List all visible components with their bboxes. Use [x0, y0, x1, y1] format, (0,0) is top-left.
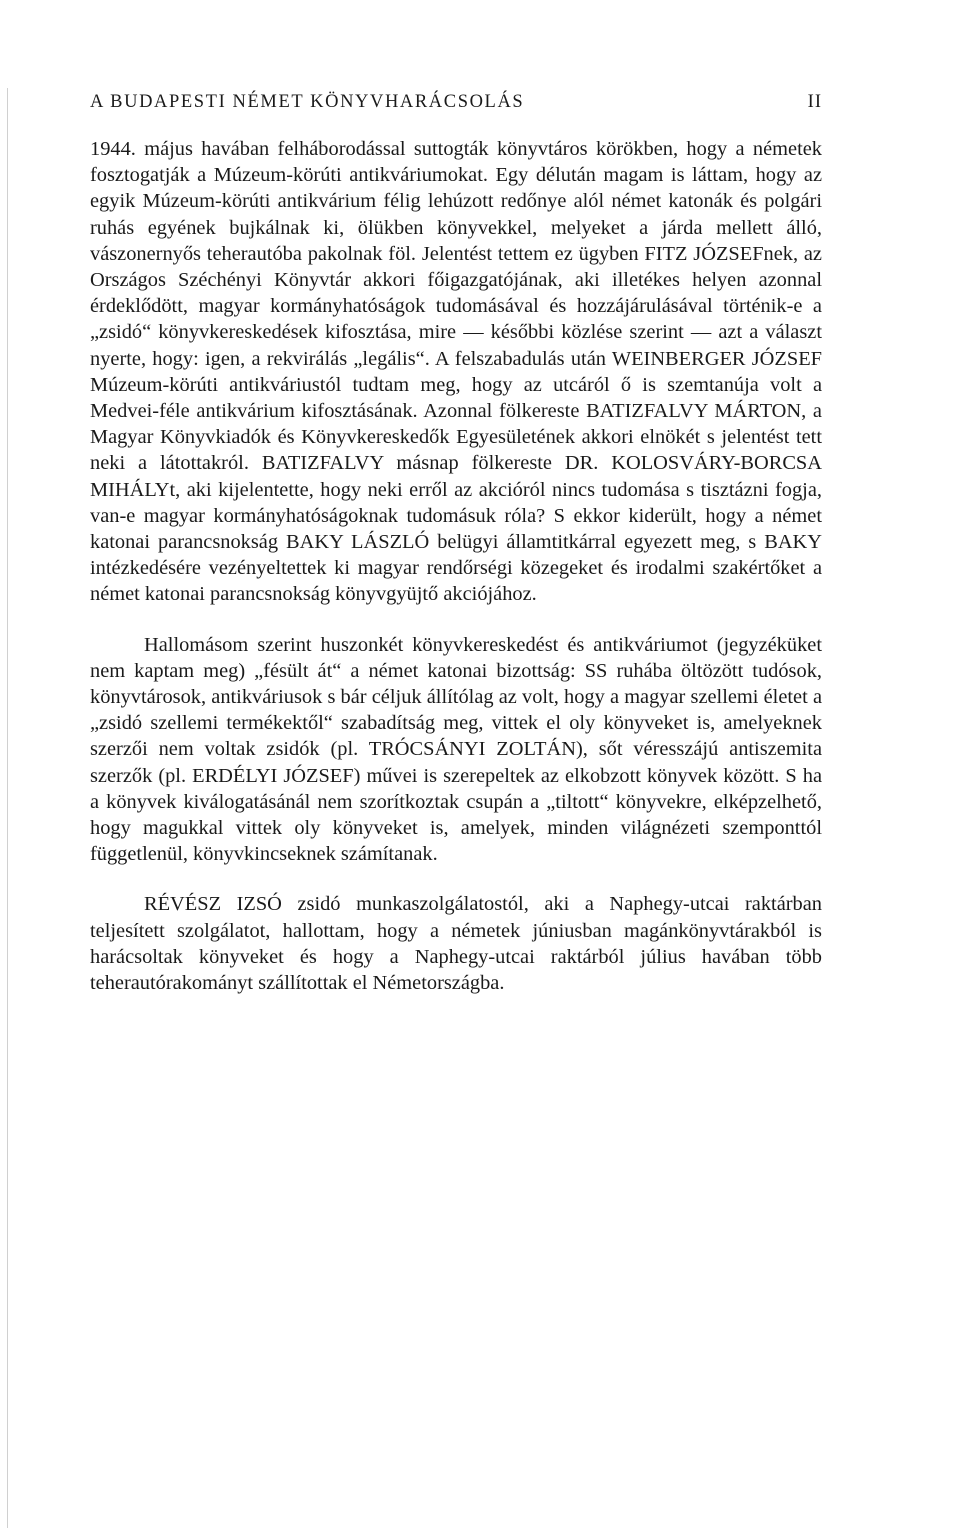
paragraph-gap	[90, 608, 822, 632]
scan-edge-line	[7, 88, 8, 1528]
book-page	[90, 92, 822, 996]
page-number: II	[807, 92, 822, 112]
body-paragraph-1: 1944. május havában felháborodással suttogták könyvtáros körökben, hogy a németek fosztogatják a Múzeum-körúti antikváriumokat. Egy délután magam is láttam, hogy az egyik Múzeum-körúti antikvárium félig lehúzott redőnye alól német katonák és polgári ruhás egyének bujkálnak ki, ölükben könyvekkel, melyeket a járda mellett álló, vászonernyős teherautóba pakolnak föl. Jelentést tettem ez ügyben FITZ JÓZSEFnek, az Országos Széchényi Könyvtár akkori főigazgatójának, aki illetékes helyen azonnal érdeklődött, magyar kormányhatóságok tudomásával és hozzájárulásával történik-e a „zsidó“ könyvkereskedések kifosztása, mire — későbbi közlése szerint — azt a választ nyerte, hogy: igen, a rekvirálás „legális“. A felszabadulás után WEINBERGER JÓZSEF Múzeum-körúti antikváriustól tudtam meg, hogy az utcáról ő is szemtanúja volt a Medvei-féle antikvárium kifosztásának. Azonnal fölkereste BATIZFALVY MÁRTON, a Magyar Könyvkiadók és Könyvkereskedők Egyesületének akkori elnökét s jelentést tett neki a látottakról. BATIZFALVY másnap fölkereste DR. KOLOSVÁRY-BORCSA MIHÁLYt, aki kijelentette, hogy neki erről az akcióról nincs tudomása s tisztázni fogja, van-e magyar kormányhatóságoknak tudomásuk róla? S ekkor kiderült, hogy a német katonai parancsnokság BAKY LÁSZLÓ belügyi államtitkárral egyezett meg, s BAKY intézkedésére vezényeltettek ki magyar rendőrségi közegeket és irodalmi szakértőket a német katonai parancsnokság könyvgyüjtő akciójához.	[90, 138, 822, 606]
body-paragraph-3: RÉVÉSZ IZSÓ zsidó munkaszolgálatostól, aki a Naphegy-utcai raktárban teljesített szolgálatot, hallottam, hogy a németek júniusban magánkönyvtárakból is harácsoltak könyveket és hogy a Naphegy-utcai raktárból július havában több teherautórakományt szállítottak el Németországba.	[90, 893, 822, 995]
running-title: A BUDAPESTI NÉMET KÖNYVHARÁCSOLÁS	[90, 92, 525, 112]
running-header	[90, 92, 822, 132]
body-paragraph-2: Hallomásom szerint huszonkét könyvkereskedést és antikváriumot (jegyzéküket nem kaptam meg) „fésült át“ a német katonai bizottság: SS ruhába öltözött tudósok, könyvtárosok, antikváriusok s bár céljuk állítólag az volt, hogy a magyar szellemi életet a „zsidó szellemi termékektől“ szabadítság meg, vittek el oly könyveket is, amelyeknek szerzői nem voltak zsidók (pl. TRÓCSÁNYI ZOLTÁN), sőt véresszájú antiszemita szerzők (pl. ERDÉLYI JÓZSEF) művei is szerepeltek az elkobzott könyvek között. S ha a könyvek kiválogatásánál nem szorítkoztak csupán a „tiltott“ könyvekre, elképzelhető, hogy magukkal vittek oly könyveket is, amelyek, minden világnézeti szemponttól függetlenül, könyvkincseknek számítanak.	[90, 633, 822, 866]
paragraph-gap	[90, 867, 822, 891]
